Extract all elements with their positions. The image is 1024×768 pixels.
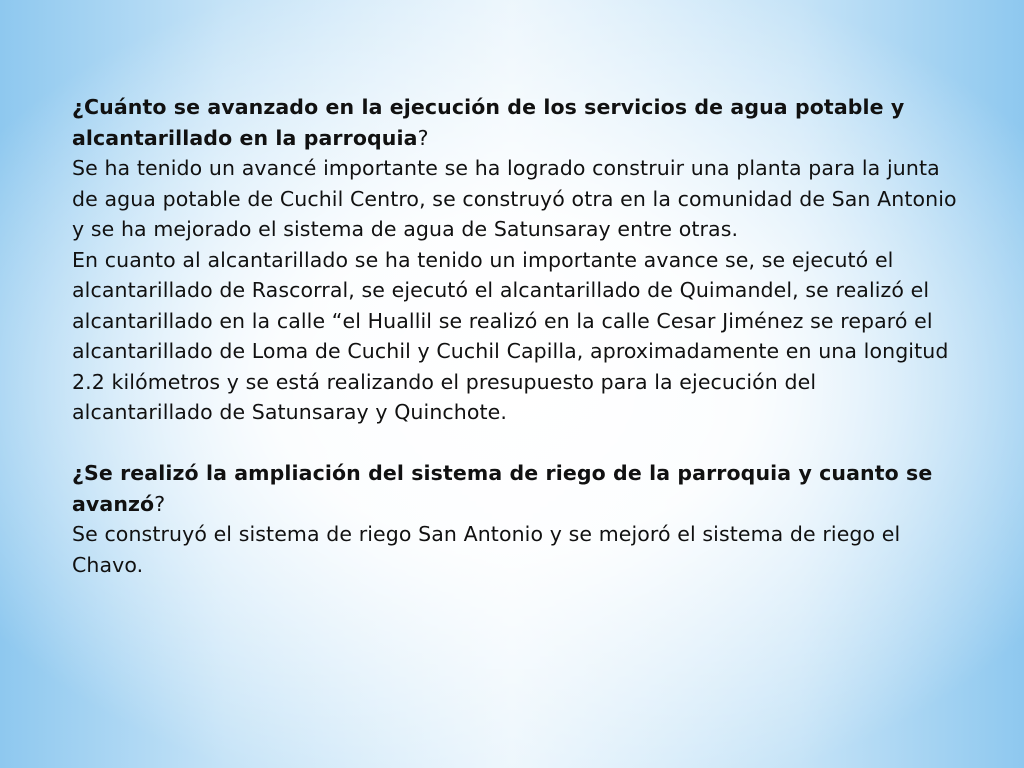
question-1-text: ¿Cuánto se avanzado en la ejecución de los servicios de agua potable y alcantarillado en la parroquia [72,95,905,150]
answer-1-sewer: En cuanto al alcantarillado se ha tenido un importante avance se, se ejecutó el alcantarillado de Rascorral, se ejecutó el alcantarillado de Quimandel, se realizó el alcantarillado en la calle “el Huallil se realizó en la calle Cesar Jiménez se reparó el alcantarillado de Loma de Cuchil y Cuchil Capilla, aproximadamente en una longitud 2.2 kilómetros y se está realizando el presupuesto para la ejecución del alcantarillado de Satunsaray y Quinchote. [72,247,949,424]
question-1-mark: ? [417,125,429,150]
answer-2-irrigation: Se construyó el sistema de riego San Antonio y se mejoró el sistema de riego el Chavo. [72,522,901,577]
question-2-text: ¿Se realizó la ampliación del sistema de riego de la parroquia y cuanto se avanzó [72,461,933,516]
question-2 [72,458,962,519]
question-1 [72,92,962,153]
paragraph-gap [72,428,962,459]
question-2-mark: ? [154,491,166,516]
answer-1-water: Se ha tenido un avancé importante se ha logrado construir una planta para la junta de agua potable de Cuchil Centro, se construyó otra en la comunidad de San Antonio y se ha mejorado el sistema de agua de Satunsaray entre otras. [72,156,957,241]
slide-text-body [72,92,962,580]
